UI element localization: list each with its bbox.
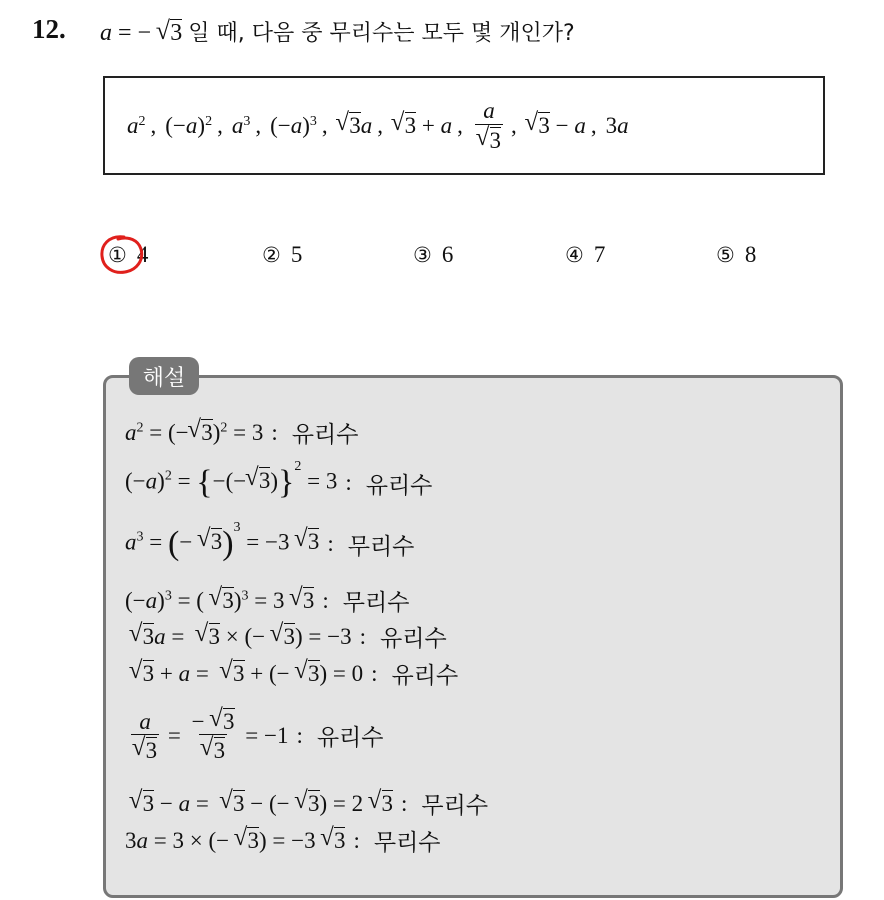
solution-result: 유리수: [365, 472, 433, 499]
solution-expression: $(-a)^3$ = ( √ 3)$^3$ = 3 √ 3: [125, 587, 314, 614]
given-expression-list: [127, 78, 629, 173]
choice-2[interactable]: [262, 242, 302, 268]
solution-result: 무리수: [342, 590, 410, 616]
given-3a: 3 a: [605, 112, 629, 138]
question-root: 3: [170, 20, 183, 46]
choice-3[interactable]: [413, 242, 453, 268]
given-a-squared: a $^2$: [127, 112, 146, 138]
solution-result: 유리수: [316, 725, 384, 752]
given-a-over-root3: a √ 3: [472, 98, 506, 153]
choice-value: 4: [136, 242, 149, 267]
choice-marker: ①: [108, 243, 127, 267]
given-root3-a: √ 3 a: [337, 112, 373, 139]
solution-line-2: $(-a)^2$ = {−(−√ 3)}$^2$ = 3 : 유리수: [125, 466, 432, 500]
separator: ,: [377, 112, 384, 138]
separator: ,: [217, 112, 223, 138]
solution-result: 유리수: [291, 422, 359, 448]
given-root3-minus-a: √ 3 − a: [526, 112, 586, 139]
solution-line-6: √ 3 + a = √ 3 + (− √ 3) = 0 : 유리수: [130, 657, 458, 690]
solution-expression: a √ 3 = − √ 3 √ 3 = −1: [128, 708, 288, 764]
solution-expression: $a^3$ = (− √ 3)$^3$ = −3 √ 3: [125, 527, 319, 561]
solution-expression: √ 3 − a = √ 3 − (− √ 3) = 2 √ 3: [130, 790, 393, 817]
solution-line-9: 3a = 3 × (− √ 3) = −3 √ 3 : 무리수: [125, 824, 441, 857]
given-neg-a-squared: (− a ) $^2$: [165, 112, 213, 138]
solution-line-7: a √ 3 = − √ 3 √ 3 = −1 : 유리수: [128, 708, 384, 764]
solution-result: 유리수: [391, 663, 459, 689]
separator: ,: [321, 112, 328, 138]
choice-value: 8: [744, 242, 757, 267]
choice-value: 7: [593, 242, 606, 267]
choice-marker: ⑤: [716, 243, 735, 267]
separator: ,: [590, 112, 597, 138]
separator: ,: [255, 112, 262, 138]
solution-result: 무리수: [347, 533, 415, 560]
choice-marker: ③: [413, 243, 432, 267]
solution-result: 무리수: [373, 830, 441, 856]
solution-expression: √ 3a = √ 3 × (− √ 3) = −3: [130, 623, 352, 650]
solution-line-5: √ 3a = √ 3 × (− √ 3) = −3 : 유리수: [130, 620, 447, 653]
choice-4[interactable]: [565, 242, 605, 268]
question-var: a: [100, 20, 112, 46]
given-neg-a-cubed: (− a ) $^3$: [270, 112, 317, 138]
question-equals: = −: [118, 20, 152, 46]
solution-line-3: $a^3$ = (− √ 3)$^3$ = −3 √ 3 : 무리수: [125, 527, 414, 561]
solution-expression: $a^2$ = (−√ 3)$^2$ = 3: [125, 419, 263, 446]
choice-5[interactable]: [716, 242, 756, 268]
solution-expression: √ 3 + a = √ 3 + (− √ 3) = 0: [130, 660, 363, 687]
given-a-cubed: a $^3$: [231, 112, 251, 138]
choice-1[interactable]: [108, 242, 148, 268]
separator: ,: [457, 112, 463, 138]
choice-value: 6: [441, 242, 454, 267]
question-number: 12.: [32, 14, 66, 44]
given-expressions-box: [103, 76, 825, 175]
question-prompt: 일 때, 다음 중 무리수는 모두 몇 개인가?: [188, 21, 575, 46]
solution-result: 무리수: [421, 793, 489, 819]
solution-line-8: √ 3 − a = √ 3 − (− √ 3) = 2 √ 3 : 무리수: [130, 787, 488, 820]
choice-value: 5: [290, 242, 303, 267]
given-root3-plus-a: √ 3 + a: [392, 112, 452, 139]
question-text: [100, 16, 575, 47]
solution-line-4: $(-a)^3$ = ( √ 3)$^3$ = 3 √ 3 : 무리수: [125, 584, 409, 617]
solution-expression: 3a = 3 × (− √ 3) = −3 √ 3: [125, 827, 345, 854]
choice-marker: ②: [262, 243, 281, 267]
solution-line-1: $a^2$ = (−√ 3)$^2$ = 3 : 유리수: [125, 416, 358, 449]
separator: ,: [511, 112, 517, 138]
answer-choices: [0, 238, 884, 274]
solution-result: 유리수: [380, 626, 447, 652]
choice-marker: ④: [565, 243, 584, 267]
separator: ,: [150, 112, 157, 138]
solution-expression: $(-a)^2$ = {−(−√ 3)}$^2$ = 3: [125, 466, 337, 500]
solution-tab: 해설: [129, 357, 199, 395]
sqrt-symbol: [157, 19, 182, 47]
